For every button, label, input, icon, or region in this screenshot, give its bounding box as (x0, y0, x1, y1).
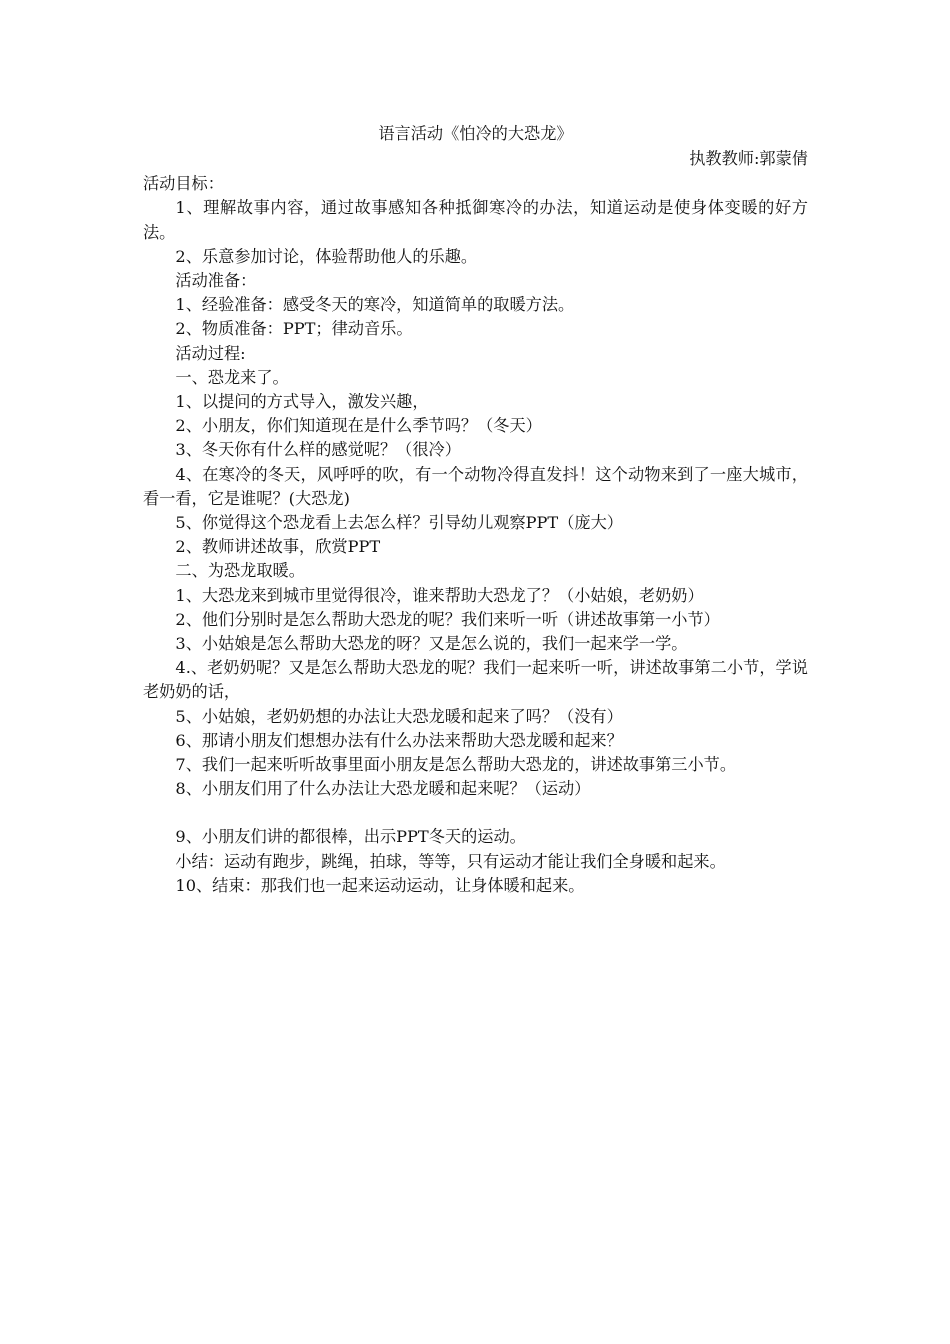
section-heading-preparation: 活动准备： (175, 271, 257, 291)
paragraph: 2、小朋友，你们知道现在是什么季节吗？（冬天） (175, 416, 542, 436)
paragraph: 4、在寒冷的冬天，风呼呼的吹，有一个动物冷得直发抖！这个动物来到了一座大城市，看一看，它是谁呢？(大恐龙) (143, 464, 808, 508)
paragraph: 5、你觉得这个恐龙看上去怎么样？引导幼儿观察PPT（庞大） (175, 513, 623, 533)
paragraph: 3、冬天你有什么样的感觉呢？（很冷） (175, 440, 461, 460)
paragraph: 7、我们一起来听听故事里面小朋友是怎么帮助大恐龙的，讲述故事第三小节。 (175, 755, 737, 775)
document-body (143, 122, 808, 898)
teacher-name: 执教教师:郭蒙倩 (689, 149, 808, 169)
paragraph: 10、结束：那我们也一起来运动运动，让身体暖和起来。 (175, 875, 585, 895)
paragraph: 3、小姑娘是怎么帮助大恐龙的呀？又是怎么说的，我们一起来学一学。 (175, 634, 688, 654)
section-heading-process: 活动过程: (175, 343, 246, 363)
paragraph: 6、那请小朋友们想想办法有什么办法来帮助大恐龙暖和起来？ (175, 730, 623, 750)
paragraph: 2、物质准备：PPT；律动音乐。 (175, 319, 413, 339)
paragraph: 2、教师讲述故事，欣赏PPT (175, 537, 381, 557)
paragraph: 1、经验准备：感受冬天的寒冷，知道简单的取暖方法。 (175, 295, 575, 315)
paragraph: 1、理解故事内容，通过故事感知各种抵御寒冷的办法，知道运动是使身体变暖的好方法。 (143, 198, 808, 242)
paragraph: 9、小朋友们讲的都很棒，出示PPT冬天的运动。 (175, 827, 526, 847)
subsection-heading: 一、恐龙来了。 (175, 367, 289, 387)
paragraph: 4.、老奶奶呢？又是怎么帮助大恐龙的呢？我们一起来听一听，讲述故事第二小节，学说老奶奶的话， (143, 658, 808, 702)
paragraph: 1、以提问的方式导入，激发兴趣， (175, 392, 429, 412)
document-title: 语言活动《怕冷的大恐龙》 (378, 124, 573, 143)
paragraph: 5、小姑娘，老奶奶想的办法让大恐龙暖和起来了吗？（没有） (175, 706, 623, 726)
section-heading-goals: 活动目标： (143, 174, 224, 194)
paragraph: 1、大恐龙来到城市里觉得很冷，谁来帮助大恐龙了？（小姑娘，老奶奶） (175, 585, 704, 605)
paragraph: 2、乐意参加讨论，体验帮助他人的乐趣。 (175, 246, 478, 266)
paragraph: 2、他们分别时是怎么帮助大恐龙的呢？我们来听一听（讲述故事第一小节） (175, 609, 720, 629)
summary-paragraph: 小结：运动有跑步，跳绳，拍球，等等，只有运动才能让我们全身暖和起来。 (175, 851, 726, 871)
blank-line (143, 801, 808, 825)
paragraph: 8、小朋友们用了什么办法让大恐龙暖和起来呢？（运动） (175, 779, 591, 799)
subsection-heading: 二、为恐龙取暖。 (175, 561, 305, 581)
